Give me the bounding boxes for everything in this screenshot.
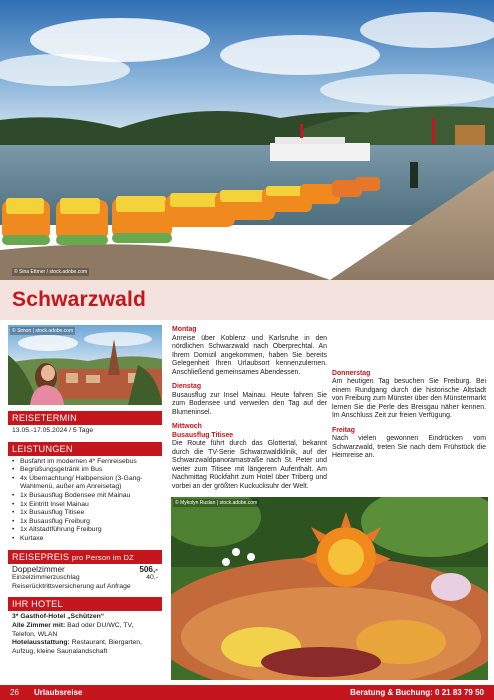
reisepreis-heading-main: REISEPREIS bbox=[12, 551, 70, 562]
day-text: Am heutigen Tag besuchen Sie Freiburg. Bei einem Rundgang durch die historische Altstadt von Freiburg zum Münster über den Münstermarkt lernen Sie die Perle des Breisgau näher kennen. Im Anschluss Zeit zur freien Verfügung. bbox=[332, 378, 486, 419]
day-heading: Dienstag bbox=[172, 383, 202, 390]
hero-photo-credit: © Sina Ettmer / stock.adobe.com bbox=[14, 269, 88, 275]
reisepreis-heading bbox=[8, 550, 162, 564]
day-montag bbox=[172, 326, 327, 377]
reisetermin-heading: REISETERMIN bbox=[8, 411, 162, 425]
day-text: Anreise über Koblenz und Karlsruhe in den nördlichen Schwarzwald nach Oberprechtal. An Ihrem Domizil angekommen, haben Sie bereits Gelegenheit Ihren Urlaubsort kennenzulernen. Anschließend gemeinsames Abendessen. bbox=[172, 334, 327, 376]
leistungen-list-wrapper bbox=[8, 456, 162, 544]
day-heading: Montag bbox=[172, 326, 197, 333]
day-heading: Freitag bbox=[332, 426, 355, 434]
title-band bbox=[0, 280, 494, 320]
list-item: • 1x Eintritt Insel Mainau bbox=[12, 501, 158, 510]
flower-sun-sculpture-illustration bbox=[171, 497, 488, 680]
leistungen-list bbox=[12, 458, 158, 544]
flower-photo-credit: © Mykolyn Ruslan | stock.adobe.com bbox=[175, 500, 258, 506]
page-number: 26 bbox=[10, 688, 19, 697]
price-label: Einzelzimmerzuschlag bbox=[12, 574, 80, 582]
day-mittwoch bbox=[172, 423, 327, 491]
hotel-rooms-text: Bad oder DU/WC, TV, Telefon, WLAN bbox=[12, 621, 134, 638]
left-column bbox=[8, 325, 162, 656]
hotel-name: 3* Gasthof-Hotel „Schützen“ bbox=[12, 613, 105, 621]
day-text: Busausflug zur Insel Mainau. Heute fahren Sie zum Bodensee und verweilen den Tag auf der Blumeninsel. bbox=[172, 391, 327, 416]
list-item: • 4x Übernachtung/ Halbpension (3-Gang-Wahlmenü, außer am Anreisetag) bbox=[12, 475, 158, 492]
footer-contact: Beratung & Buchung: 0 21 83 79 50 bbox=[350, 688, 484, 697]
freiburg-view-illustration bbox=[8, 325, 162, 405]
hotel-facilities bbox=[12, 639, 158, 656]
titisee-lake-illustration bbox=[0, 0, 494, 280]
day-subheading: Busausflug Titisee bbox=[172, 431, 234, 439]
reisepreis-heading-sub: pro Person im DZ bbox=[71, 552, 134, 562]
hotel-body bbox=[8, 611, 162, 656]
itinerary-column-1 bbox=[172, 326, 327, 497]
price-value: 506,- bbox=[139, 564, 158, 574]
freiburg-photo-credit: © Simon | stock.adobe.com bbox=[12, 328, 74, 334]
list-item: • Begrüßungsgetränk im Bus bbox=[12, 466, 158, 475]
list-item: • 1x Altstadtführung Freiburg bbox=[12, 526, 158, 535]
list-item: • 1x Busausflug Freiburg bbox=[12, 518, 158, 527]
day-dienstag bbox=[172, 383, 327, 417]
reisepreis-body bbox=[8, 564, 162, 592]
page-title: Schwarzwald bbox=[12, 288, 147, 311]
leistungen-heading: LEISTUNGEN bbox=[8, 442, 162, 456]
hotel-rooms-label: Alle Zimmer mit: bbox=[12, 621, 66, 629]
hotel-heading: IHR HOTEL bbox=[8, 597, 162, 611]
hero-photo bbox=[0, 0, 494, 280]
price-note: Reiserücktrittsversicherung auf Anfrage bbox=[12, 582, 131, 590]
list-item: • Busfahrt im modernen 4* Fernreisebus bbox=[12, 458, 158, 467]
price-row-doppelzimmer bbox=[12, 566, 158, 575]
price-row-einzelzimmer bbox=[12, 574, 158, 583]
price-value: 40,- bbox=[146, 574, 158, 582]
footer-category: Urlaubsreise bbox=[34, 688, 83, 697]
list-item: • 1x Busausflug Bodensee mit Mainau bbox=[12, 492, 158, 501]
hotel-facilities-label: Hotelausstattung: bbox=[12, 639, 70, 647]
page-footer bbox=[0, 685, 494, 700]
day-heading: Mittwoch bbox=[172, 423, 202, 430]
day-text: Nach vielen gewonnen Eindrücken vom Schwarzwald, treten Sie nach dem Frühstück die Heimreise an. bbox=[332, 435, 486, 459]
freiburg-photo bbox=[8, 325, 162, 405]
hotel-facilities-text: Restaurant, Biergarten, Aufzug, kleine Saunalandschaft bbox=[12, 639, 142, 655]
hotel-rooms bbox=[12, 622, 158, 639]
mainau-flower-photo bbox=[171, 497, 488, 680]
day-text: Die Route führt durch das Glottertal, bekannt durch die TV-Serie Schwarzwaldklinik, auf der Schwarzwaldpanoramastraße nach St. Peter und weiter zum Titisee mit längerem Aufenthalt. Am Nachmittag Rückfahrt zum Hotel über Triberg und vorbei an der größten Kuckucksuhr der Welt. bbox=[172, 440, 327, 490]
price-label: Doppelzimmer bbox=[12, 564, 65, 574]
itinerary-column-2 bbox=[332, 326, 486, 467]
day-heading: Donnerstag bbox=[332, 369, 371, 377]
list-item: • 1x Busausflug Titisee bbox=[12, 509, 158, 518]
day-freitag bbox=[332, 427, 486, 461]
list-item: • Kurtaxe bbox=[12, 535, 158, 544]
reisetermin-value: 13.05.-17.05.2024 / 5 Tage bbox=[12, 427, 94, 434]
day-donnerstag bbox=[332, 370, 486, 421]
